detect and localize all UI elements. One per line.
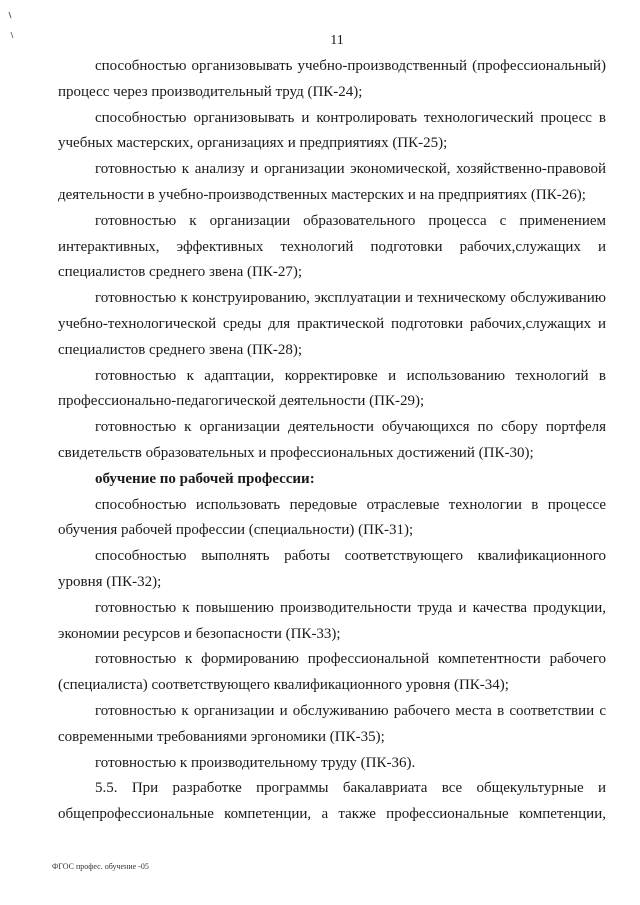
competency-paragraph: готовностью к анализу и организации экономической, хозяйственно-правовой деятельности в учебно-производственных мастерских и на предприятиях (ПК-26); (58, 161, 606, 203)
competency-paragraph: готовностью к организации образовательного процесса с применением интерактивных, эффективных технологий подготовки рабочих,служащих и специалистов среднего звена (ПК-27); (58, 212, 606, 281)
competency-paragraph: готовностью к адаптации, корректировке и использованию технологий в профессионально-педагогической деятельности (ПК-29); (58, 367, 606, 410)
document-body (58, 54, 606, 828)
competency-paragraph: готовностью к производительному труду (ПК-36). (95, 754, 416, 771)
competency-paragraph: готовностью к организации деятельности обучающихся по сбору портфеля свидетельств образовательных и профессиональных достижений (ПК-30); (58, 419, 606, 461)
competency-paragraph: способностью выполнять работы соответствующего квалификационного уровня (ПК-32); (58, 548, 606, 590)
competency-paragraph: 5.5. При разработке программы бакалавриата все общекультурные и общепрофессиональные компетенции, а также профессиональные компетенции, (58, 780, 606, 823)
section-heading: обучение по рабочей профессии: (95, 470, 315, 487)
competency-paragraph: готовностью к формированию профессиональной компетентности рабочего (специалиста) соответствующего квалификационного уровня (ПК-34); (58, 651, 606, 694)
competency-paragraph: готовностью к организации и обслуживанию рабочего места в соответствии с современными требованиями эргономики (ПК-35); (58, 702, 606, 745)
competency-paragraph: готовностью к повышению производительности труда и качества продукции, экономии ресурсов и безопасности (ПК-33); (58, 599, 606, 642)
competency-paragraph: способностью использовать передовые отраслевые технологии в процессе обучения рабочей профессии (специальности) (ПК-31); (58, 496, 606, 539)
footer-text: ФГОС профес. обучение -05 (52, 862, 149, 871)
competency-paragraph: способностью организовывать учебно-производственный (профессиональный) процесс через производительный труд (ПК-24); (58, 58, 606, 100)
page-number: 11 (330, 33, 344, 48)
competency-paragraph: готовностью к конструированию, эксплуатации и техническому обслуживанию учебно-технологической среды для практической подготовки рабочих,служащих и специалистов среднего звена (ПК-28); (58, 290, 606, 358)
competency-paragraph: способностью организовывать и контролировать технологический процесс в учебных мастерских, организациях и предприятиях (ПК-25); (58, 109, 606, 152)
